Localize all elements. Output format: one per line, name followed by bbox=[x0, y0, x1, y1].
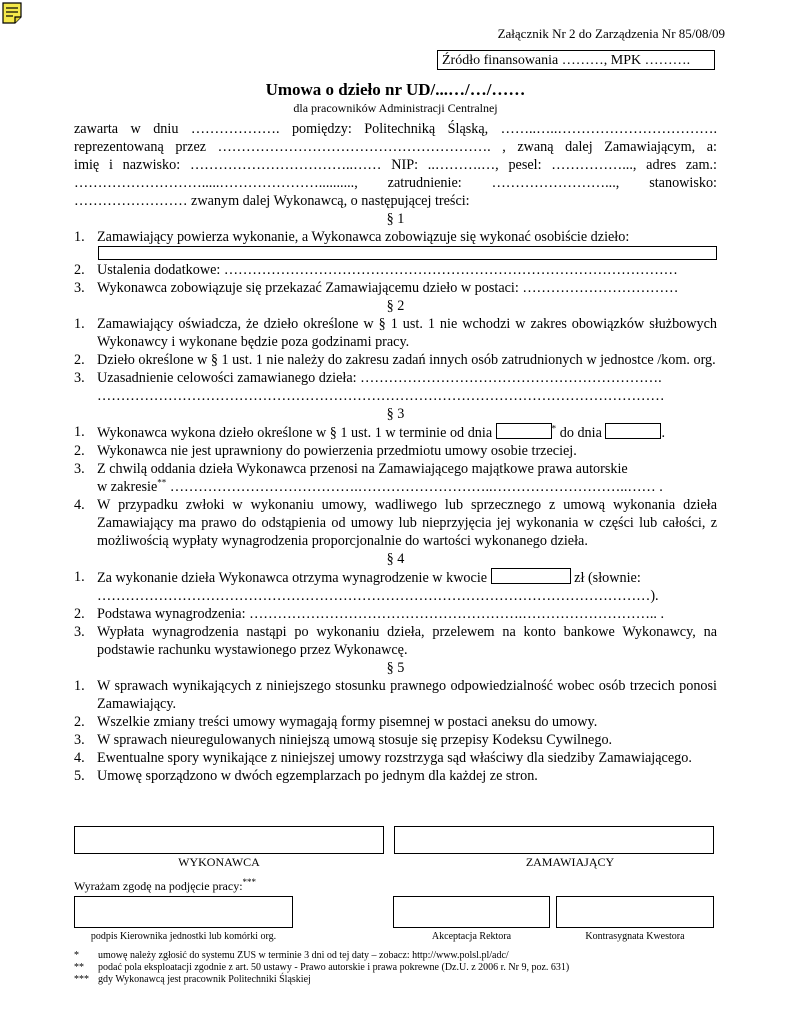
section-4-list bbox=[74, 568, 717, 659]
list-item: 3. W sprawach nieuregulowanych niniejszą umową stosuje się przepisy Kodeksu Cywilnego. bbox=[74, 732, 613, 748]
list-item: 4. Ewentualne spory wynikające z niniejszej umowy rozstrzyga sąd właściwy dla siedziby Zamawiającego. bbox=[74, 750, 692, 766]
intro-line: zawarta w dniu ………………. pomiędzy: Politechniką Śląską, ……..…..……………………………. bbox=[74, 121, 717, 137]
rector-label: Akceptacja Rektora bbox=[431, 931, 512, 942]
intro-line: imię i nazwisko: ……………………………..…… NIP: ..……….…, pesel: ……………..., adres zam.: bbox=[74, 157, 717, 173]
list-item: 1. Za wykonanie dzieła Wykonawca otrzyma wynagrodzenie w kwocie zł (słownie: ………………………………………………………………………………………………………). bbox=[74, 569, 659, 604]
section-heading: § 4 bbox=[386, 551, 405, 567]
funding-source-box: Źródło finansowania ………, MPK ………. bbox=[437, 50, 715, 70]
list-item: 3. Uzasadnienie celowości zamawianego dzieła: ………………………………………………………. ………………………………………………………………………………………………………… bbox=[74, 370, 665, 404]
contract-subtitle: dla pracowników Administracji Centralnej bbox=[293, 101, 498, 115]
amount-field[interactable] bbox=[491, 568, 571, 584]
section-1-list-cont bbox=[74, 261, 717, 297]
list-item: 1. Wykonawca wykona dzieło określone w § 1 ust. 1 w terminie od dnia * do dnia . bbox=[74, 423, 665, 441]
list-item: 2. Ustalenia dodatkowe: …………………………………………………………………………………… bbox=[74, 262, 678, 278]
list-item: 5. Umowę sporządzono w dwóch egzemplarzach po jednym dla każdej ze stron. bbox=[74, 768, 538, 784]
contractor-label: WYKONAWCA bbox=[178, 855, 260, 869]
work-description-field[interactable] bbox=[98, 246, 717, 260]
section-1-list bbox=[74, 228, 717, 246]
list-item: 1. W sprawach wynikających z niniejszego stosunku prawnego odpowiedzialność wobec osób trzecich ponosi Zamawiający. bbox=[74, 678, 717, 712]
footnotes bbox=[74, 950, 734, 986]
contract-body bbox=[74, 120, 717, 785]
list-item: 2. Podstawa wynagrodzenia: ………………………………………………….……………………….. . bbox=[74, 606, 665, 622]
intro-line: reprezentowaną przez …………………………………………………. , zwaną dalej Zamawiającym, a: bbox=[74, 139, 717, 155]
section-heading: § 5 bbox=[386, 660, 405, 676]
head-signature-label: podpis Kierownika jednostki lub komórki org. bbox=[90, 931, 277, 942]
contractor-signature-box[interactable] bbox=[74, 826, 384, 854]
section-heading: § 1 bbox=[386, 211, 405, 227]
rector-signature-box[interactable] bbox=[393, 896, 550, 928]
section-heading: § 2 bbox=[386, 298, 405, 314]
consent-label: Wyrażam zgodę na podjęcie pracy:*** bbox=[74, 877, 257, 893]
date-from-field[interactable] bbox=[496, 423, 552, 439]
bursar-signature-box[interactable] bbox=[556, 896, 714, 928]
section-2-list bbox=[74, 315, 717, 405]
intro-line: ……………………….....………………….........., zatrudnienie: ……………………..., stanowisko: bbox=[74, 175, 717, 191]
client-signature-box[interactable] bbox=[394, 826, 714, 854]
footnote: *** gdy Wykonawcą jest pracownik Politechniki Śląskiej bbox=[74, 974, 311, 985]
list-item: 2. Wszelkie zmiany treści umowy wymagają formy pisemnej w postaci aneksu do umowy. bbox=[74, 714, 598, 730]
section-5-list bbox=[74, 677, 717, 785]
client-label: ZAMAWIAJĄCY bbox=[525, 855, 615, 869]
note-icon[interactable] bbox=[2, 2, 22, 24]
date-to-field[interactable] bbox=[605, 423, 661, 439]
footnote: ** podać pola eksploatacji zgodnie z art. 50 ustawy - Prawo autorskie i prawa pokrewne (Dz.U. z 2006 r. Nr 9, poz. 631) bbox=[74, 962, 570, 973]
section-heading: § 3 bbox=[386, 406, 405, 422]
annex-reference: Załącznik Nr 2 do Zarządzenia Nr 85/08/09 bbox=[497, 26, 725, 41]
list-item: 3. Wykonawca zobowiązuje się przekazać Zamawiającemu dzieło w postaci: …………………………… bbox=[74, 280, 679, 296]
list-item: 3. Wypłata wynagrodzenia nastąpi po wykonaniu dzieła, przelewem na konto bankowe Wykonawcy, na podstawie rachunku wystawionego przez Wykonawcę. bbox=[74, 624, 717, 658]
list-item: 3. Z chwilą oddania dzieła Wykonawca przenosi na Zamawiającego majątkowe prawa autorskie w zakresie** ………………………………….………………………..………………………..…… . bbox=[74, 461, 663, 495]
bursar-label: Kontrasygnata Kwestora bbox=[585, 931, 685, 942]
footnote: * umowę należy zgłosić do systemu ZUS w terminie 3 dni od tej daty – zobacz: http://www.polsl.pl/adc/ bbox=[74, 950, 509, 961]
intro-line: …………………… zwanym dalej Wykonawcą, o następującej treści: bbox=[74, 193, 470, 209]
contract-title: Umowa o dzieło nr UD/...…/…/…… bbox=[265, 80, 526, 99]
list-item: 4. W przypadku zwłoki w wykonaniu umowy, wadliwego lub sprzecznego z umową wykonania dzieła Zamawiający ma prawo do odstąpienia od umowy lub nieprzyjęcia jej wykonania w części lub całości, z możliwością wypłaty wynagrodzenia proporcjonalnie do wartości wykonanego dzieła. bbox=[74, 497, 717, 549]
list-item: 2. Dzieło określone w § 1 ust. 1 nie należy do zakresu zadań innych osób zatrudnionych w jednostce /kom. org. bbox=[74, 352, 716, 368]
list-item: 1. Zamawiający oświadcza, że dzieło określone w § 1 ust. 1 nie wchodzi w zakres obowiązków służbowych Wykonawcy i wykonane będzie poza godzinami pracy. bbox=[74, 316, 717, 350]
section-3-list bbox=[74, 423, 717, 550]
head-signature-box[interactable] bbox=[74, 896, 293, 928]
list-item: 2. Wykonawca nie jest uprawniony do powierzenia przedmiotu umowy osobie trzeciej. bbox=[74, 443, 577, 459]
list-item: 1. Zamawiający powierza wykonanie, a Wykonawca zobowiązuje się wykonać osobiście dzieło: bbox=[74, 229, 630, 245]
